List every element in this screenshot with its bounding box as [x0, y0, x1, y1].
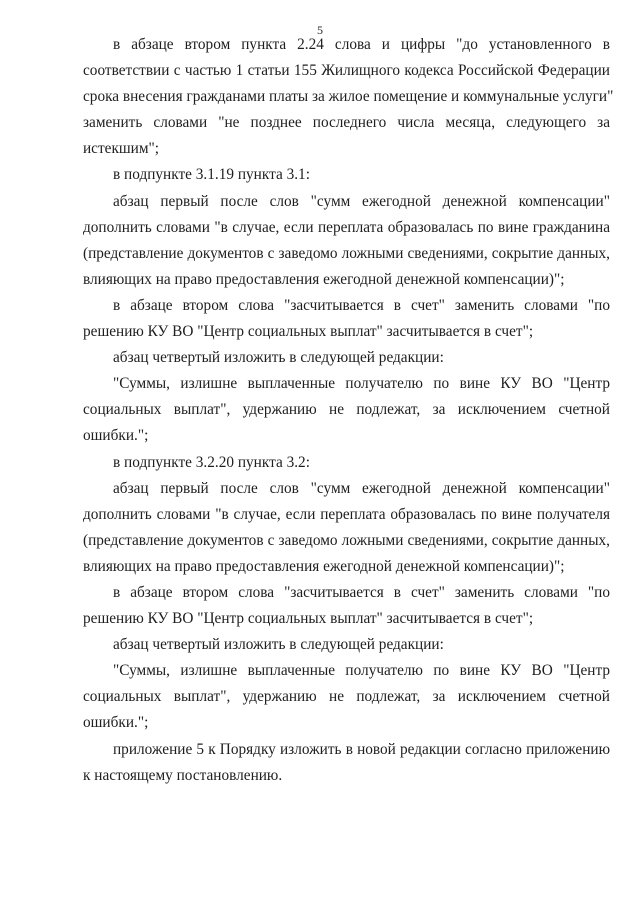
text-line: дополнить словами "в случае, если переплата образовалась по вине получателя — [83, 505, 610, 523]
text-line: социальных выплат", удержанию не подлежат, за исключением счетной — [83, 688, 610, 706]
text-line: истекшим"; — [83, 140, 160, 158]
text-line: "Суммы, излишне выплаченные получателю по вине КУ ВО "Центр — [113, 662, 610, 680]
text-line: решению КУ ВО "Центр социальных выплат" засчитывается в счет"; — [83, 323, 534, 341]
paragraph — [83, 371, 610, 449]
paragraph — [83, 293, 610, 345]
text-line: социальных выплат", удержанию не подлежат, за исключением счетной — [83, 401, 610, 419]
text-line: приложение 5 к Порядку изложить в новой редакции согласно приложению — [113, 740, 610, 758]
text-line: соответствии с частью 1 статьи 155 Жилищного кодекса Российской Федерации — [83, 62, 610, 80]
text-line: срока внесения гражданами платы за жилое помещение и коммунальные услуги" — [83, 88, 614, 106]
text-line: (представление документов с заведомо ложными сведениями, сокрытие данных, — [83, 531, 610, 549]
text-line: в подпункте 3.1.19 пункта 3.1: — [113, 166, 310, 184]
paragraph — [83, 189, 610, 293]
text-line: "Суммы, излишне выплаченные получателю по вине КУ ВО "Центр — [113, 375, 610, 393]
paragraph — [83, 32, 614, 162]
text-line: ошибки."; — [83, 714, 149, 732]
text-line: в абзаце втором пункта 2.24 слова и цифры "до установленного в — [113, 36, 610, 53]
text-line: ошибки."; — [83, 427, 149, 445]
text-line: решению КУ ВО "Центр социальных выплат" засчитывается в счет"; — [83, 610, 534, 628]
text-line: влияющих на право предоставления ежегодной денежной компенсации)"; — [83, 270, 565, 288]
paragraph — [83, 632, 610, 658]
text-line: в абзаце втором слова "засчитывается в счет" заменить словами "по — [113, 296, 610, 314]
text-line: абзац первый после слов "сумм ежегодной денежной компенсации" — [113, 479, 610, 497]
text-line: дополнить словами "в случае, если переплата образовалась по вине гражданина — [83, 218, 610, 236]
text-line: в абзаце втором слова "засчитывается в счет" заменить словами "по — [113, 583, 610, 601]
text-line: заменить словами "не позднее последнего числа месяца, следующего за — [83, 114, 610, 132]
paragraph — [83, 658, 610, 736]
text-line: абзац четвертый изложить в следующей редакции: — [113, 349, 444, 367]
text-line: (представление документов с заведомо ложными сведениями, сокрытие данных, — [83, 244, 610, 262]
text-line: абзац четвертый изложить в следующей редакции: — [113, 636, 444, 654]
text-line: абзац первый после слов "сумм ежегодной денежной компенсации" — [113, 192, 610, 210]
paragraph — [83, 476, 610, 580]
page-number: 5 — [317, 23, 323, 37]
paragraph — [83, 162, 610, 188]
paragraph — [83, 580, 610, 632]
paragraph — [83, 737, 610, 789]
text-line: влияющих на право предоставления ежегодной денежной компенсации)"; — [83, 557, 565, 575]
text-line: к настоящему постановлению. — [83, 766, 283, 784]
text-line: в подпункте 3.2.20 пункта 3.2: — [113, 453, 310, 471]
paragraph — [83, 345, 610, 371]
paragraph — [83, 450, 610, 476]
document-body — [83, 32, 614, 789]
